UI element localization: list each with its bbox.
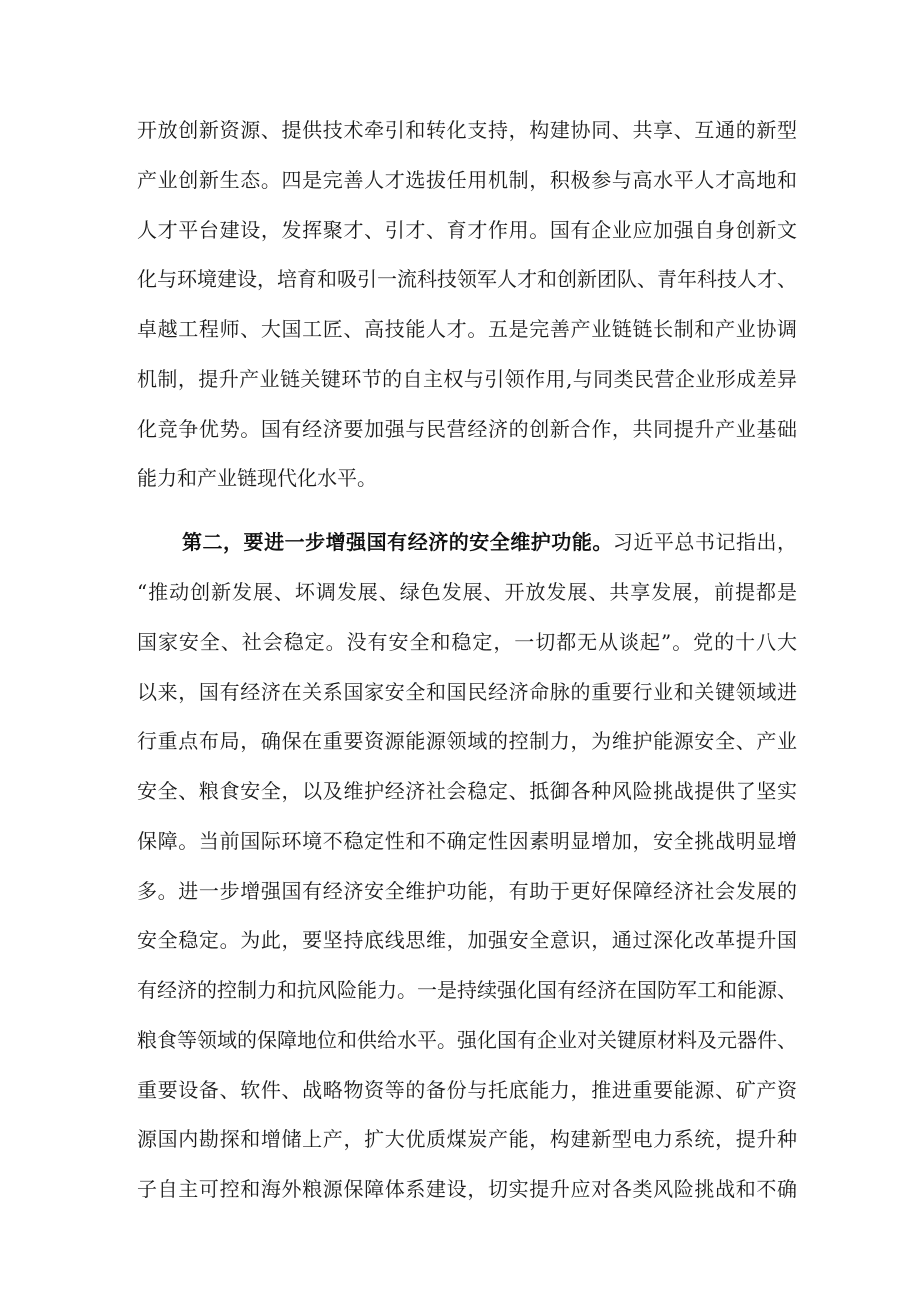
section-heading-lead: 第二，要进一步增强国有经济的安全维护功能。 [182, 530, 613, 554]
text-line: 人才平台建设，发挥聚才、引才、育才作用。国有企业应加强自身创新文 [137, 218, 797, 242]
text-line: 以来，国有经济在关系国家安全和国民经济命脉的重要行业和关键领域进 [137, 680, 797, 704]
text-line: 卓越工程师、大国工匠、高技能人才。五是完善产业链链长制和产业协调 [137, 317, 797, 341]
text-line: 子自主可控和海外粮源保障体系建设，切实提升应对各类风险挑战和不确 [137, 1177, 797, 1201]
text-line: 化竞争优势。国有经济要加强与民营经济的创新合作，共同提升产业基础 [137, 417, 797, 441]
text-line: 行重点布局，确保在重要资源能源领域的控制力，为维护能源安全、产业 [137, 729, 797, 753]
text-line: 能力和产业链现代化水平。 [137, 466, 377, 490]
text-line: 安全、粮食安全，以及维护经济社会稳定、抵御各种风险挑战提供了坚实 [137, 779, 797, 803]
text-line: 国家安全、社会稳定。没有安全和稳定，一切都无从谈起”。党的十八大 [137, 630, 797, 654]
text-line: 多。进一步增强国有经济安全维护功能，有助于更好保障经济社会发展的 [137, 879, 797, 903]
text-line: 安全稳定。为此，要坚持底线思维，加强安全意识，通过深化改革提升国 [137, 928, 797, 952]
paragraph-first-line [182, 522, 797, 562]
text-line: 化与环境建设，培育和吸引一流科技领军人才和创新团队、青年科技人才、 [137, 267, 797, 291]
text-line: 开放创新资源、提供技术牵引和转化支持，构建协同、共享、互通的新型 [137, 118, 797, 142]
text-line: 保障。当前国际环境不稳定性和不确定性因素明显增加，安全挑战明显增 [137, 829, 797, 853]
text-line: “推动创新发展、坏调发展、绿色发展、开放发展、共享发展，前提都是 [137, 580, 797, 604]
text-line: 粮食等领域的保障地位和供给水平。强化国有企业对关键原材料及元器件、 [137, 1028, 797, 1052]
text-run: 习近平总书记指出， [612, 530, 798, 554]
text-line: 机制，提升产业链关键环节的自主权与引领作用,与同类民营企业形成差异 [137, 367, 797, 391]
text-line: 产业创新生态。四是完善人才选拔任用机制，积极参与高水平人才高地和 [137, 168, 797, 192]
text-line: 源国内勘探和增储上产，扩大优质煤炭产能，构建新型电力系统，提升种 [137, 1127, 797, 1151]
text-line: 有经济的控制力和抗风险能力。一是持续强化国有经济在国防军工和能源、 [137, 978, 797, 1002]
text-line: 重要设备、软件、战略物资等的备份与托底能力，推进重要能源、矿产资 [137, 1078, 797, 1102]
